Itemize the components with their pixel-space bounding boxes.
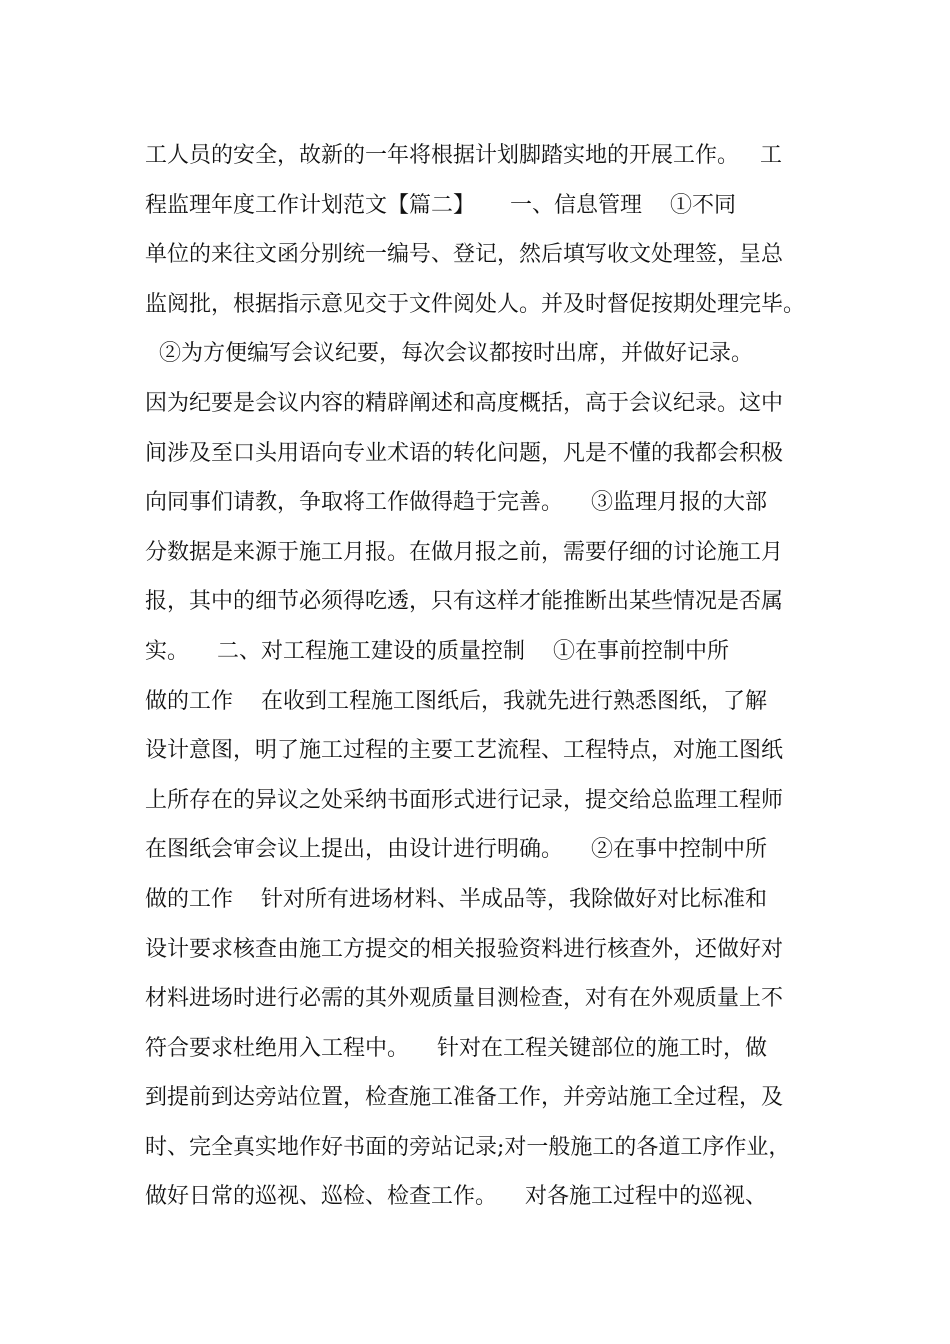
text-line: 向同事们请教，争取将工作做得趋于完善。 ③监理月报的大部 [145,490,767,516]
text-line: 做的工作 在收到工程施工图纸后，我就先进行熟悉图纸，了解 [145,688,767,714]
text-line: 时、完全真实地作好书面的旁站记录;对一般施工的各道工序作业， [145,1134,791,1160]
text-line: 在图纸会审会议上提出，由设计进行明确。 ②在事中控制中所 [145,837,767,863]
text-line: 做好日常的巡视、巡检、检查工作。 对各施工过程中的巡视、 [145,1184,767,1210]
text-line: 程监理年度工作计划范文【篇二】 一、信息管理 ①不同 [145,192,736,218]
text-line: 设计要求核查由施工方提交的相关报验资料进行核查外，还做好对 [145,936,784,962]
text-line: 符合要求杜绝用入工程中。 针对在工程关键部位的施工时，做 [145,1035,767,1061]
text-line: 因为纪要是会议内容的精辟阐述和高度概括，高于会议纪录。这中 [145,390,784,416]
text-line: 到提前到达旁站位置，检查施工准备工作，并旁站施工全过程，及 [145,1085,784,1111]
text-line: 做的工作 针对所有进场材料、半成品等，我除做好对比标准和 [145,886,767,912]
text-line: ②为方便编写会议纪要，每次会议都按时出席，并做好记录。 [145,341,753,367]
text-line: 报，其中的细节必须得吃透，只有这样才能推断出某些情况是否属 [145,589,784,615]
text-line: 间涉及至口头用语向专业术语的转化问题，凡是不懂的我都会积极 [145,440,784,466]
text-line: 设计意图，明了施工过程的主要工艺流程、工程特点，对施工图纸 [145,738,784,764]
text-line: 单位的来往文函分别统一编号、登记，然后填写收文处理签，呈总 [145,242,784,268]
body-text [145,131,815,1222]
text-line: 实。 二、对工程施工建设的质量控制 ①在事前控制中所 [145,638,729,664]
text-line: 工人员的安全，故新的一年将根据计划脚踏实地的开展工作。 工 [145,143,782,168]
text-line: 上所存在的异议之处采纳书面形式进行记录，提交给总监理工程师 [145,787,784,813]
text-line: 监阅批，根据指示意见交于文件阅处人。并及时督促按期处理完毕。 [145,291,806,317]
text-line: 分数据是来源于施工月报。在做月报之前，需要仔细的讨论施工月 [145,539,784,565]
text-line: 材料进场时进行必需的其外观质量目测检查，对有在外观质量上不 [145,986,784,1012]
